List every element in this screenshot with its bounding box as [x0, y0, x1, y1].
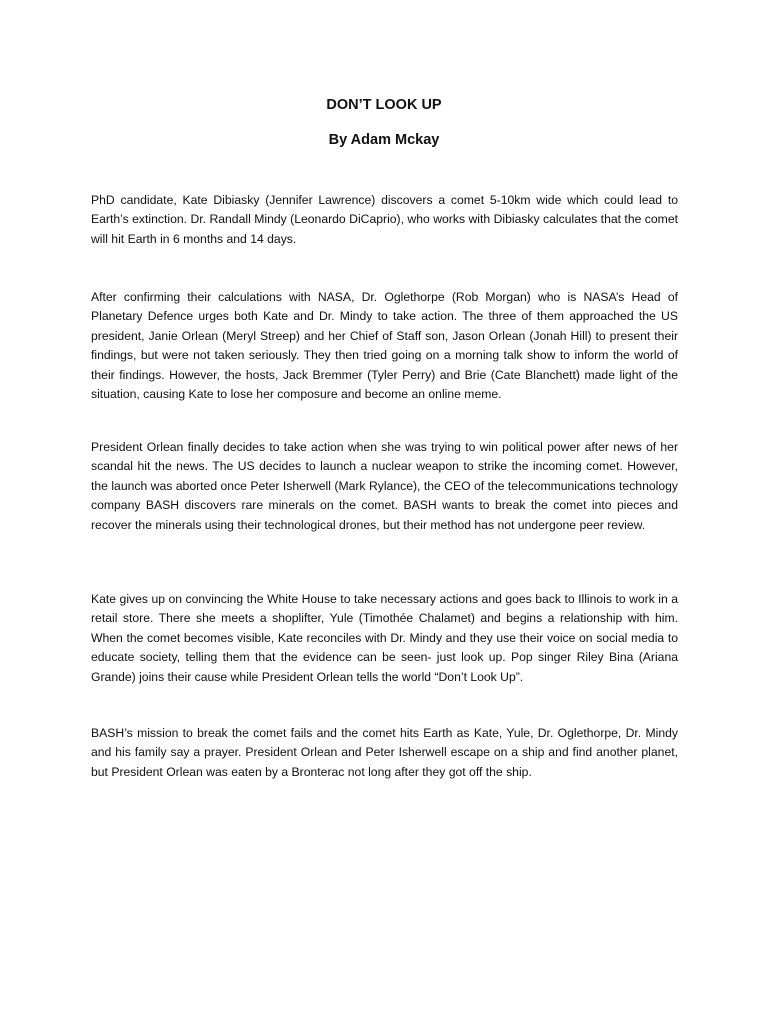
document-author: By Adam Mckay [328, 132, 440, 148]
paragraph-2: After confirming their calculations with NASA, Dr. Oglethorpe (Rob Morgan) who is NASA’s Head of Planetary Defence urges both Kate and Dr. Mindy to take action. The three of them approached the US president, Janie Orlean (Meryl Streep) and her Chief of Staff son, Jason Orlean (Jonah Hill) to present their findings, but were not taken seriously. They then tried going on a morning talk show to inform the world of their findings. However, the hosts, Jack Bremmer (Tyler Perry) and Brie (Cate Blanchett) made light of the situation, causing Kate to lose her composure and become an online meme. [91, 290, 678, 402]
paragraph-5: BASH’s mission to break the comet fails and the comet hits Earth as Kate, Yule, Dr. Oglethorpe, Dr. Mindy and his family say a prayer. President Orlean and Peter Isherwell escape on a ship and find another planet, but President Orlean was eaten by a Bronterac not long after they got off the ship. [91, 726, 678, 779]
paragraph-4: Kate gives up on convincing the White House to take necessary actions and goes back to Illinois to work in a retail store. There she meets a shoplifter, Yule (Timothée Chalamet) and begins a relationship with him. When the comet becomes visible, Kate reconciles with Dr. Mindy and they use their voice on social media to educate society, telling them that the evidence can be seen- just look up. Pop singer Riley Bina (Ariana Grande) joins their cause while President Orlean tells the world “Don’t Look Up”. [91, 592, 678, 684]
paragraph-1: PhD candidate, Kate Dibiasky (Jennifer Lawrence) discovers a comet 5-10km wide which could lead to Earth’s extinction. Dr. Randall Mindy (Leonardo DiCaprio), who works with Dibiasky calculates that the comet will hit Earth in 6 months and 14 days. [91, 193, 678, 246]
paragraph-3: President Orlean finally decides to take action when she was trying to win political power after news of her scandal hit the news. The US decides to launch a nuclear weapon to strike the incoming comet. However, the launch was aborted once Peter Isherwell (Mark Rylance), the CEO of the telecommunications technology company BASH discovers rare minerals on the comet. BASH wants to break the comet into pieces and recover the minerals using their technological drones, but their method has not undergone peer review. [91, 440, 678, 532]
document-title: DON’T LOOK UP [326, 97, 442, 113]
